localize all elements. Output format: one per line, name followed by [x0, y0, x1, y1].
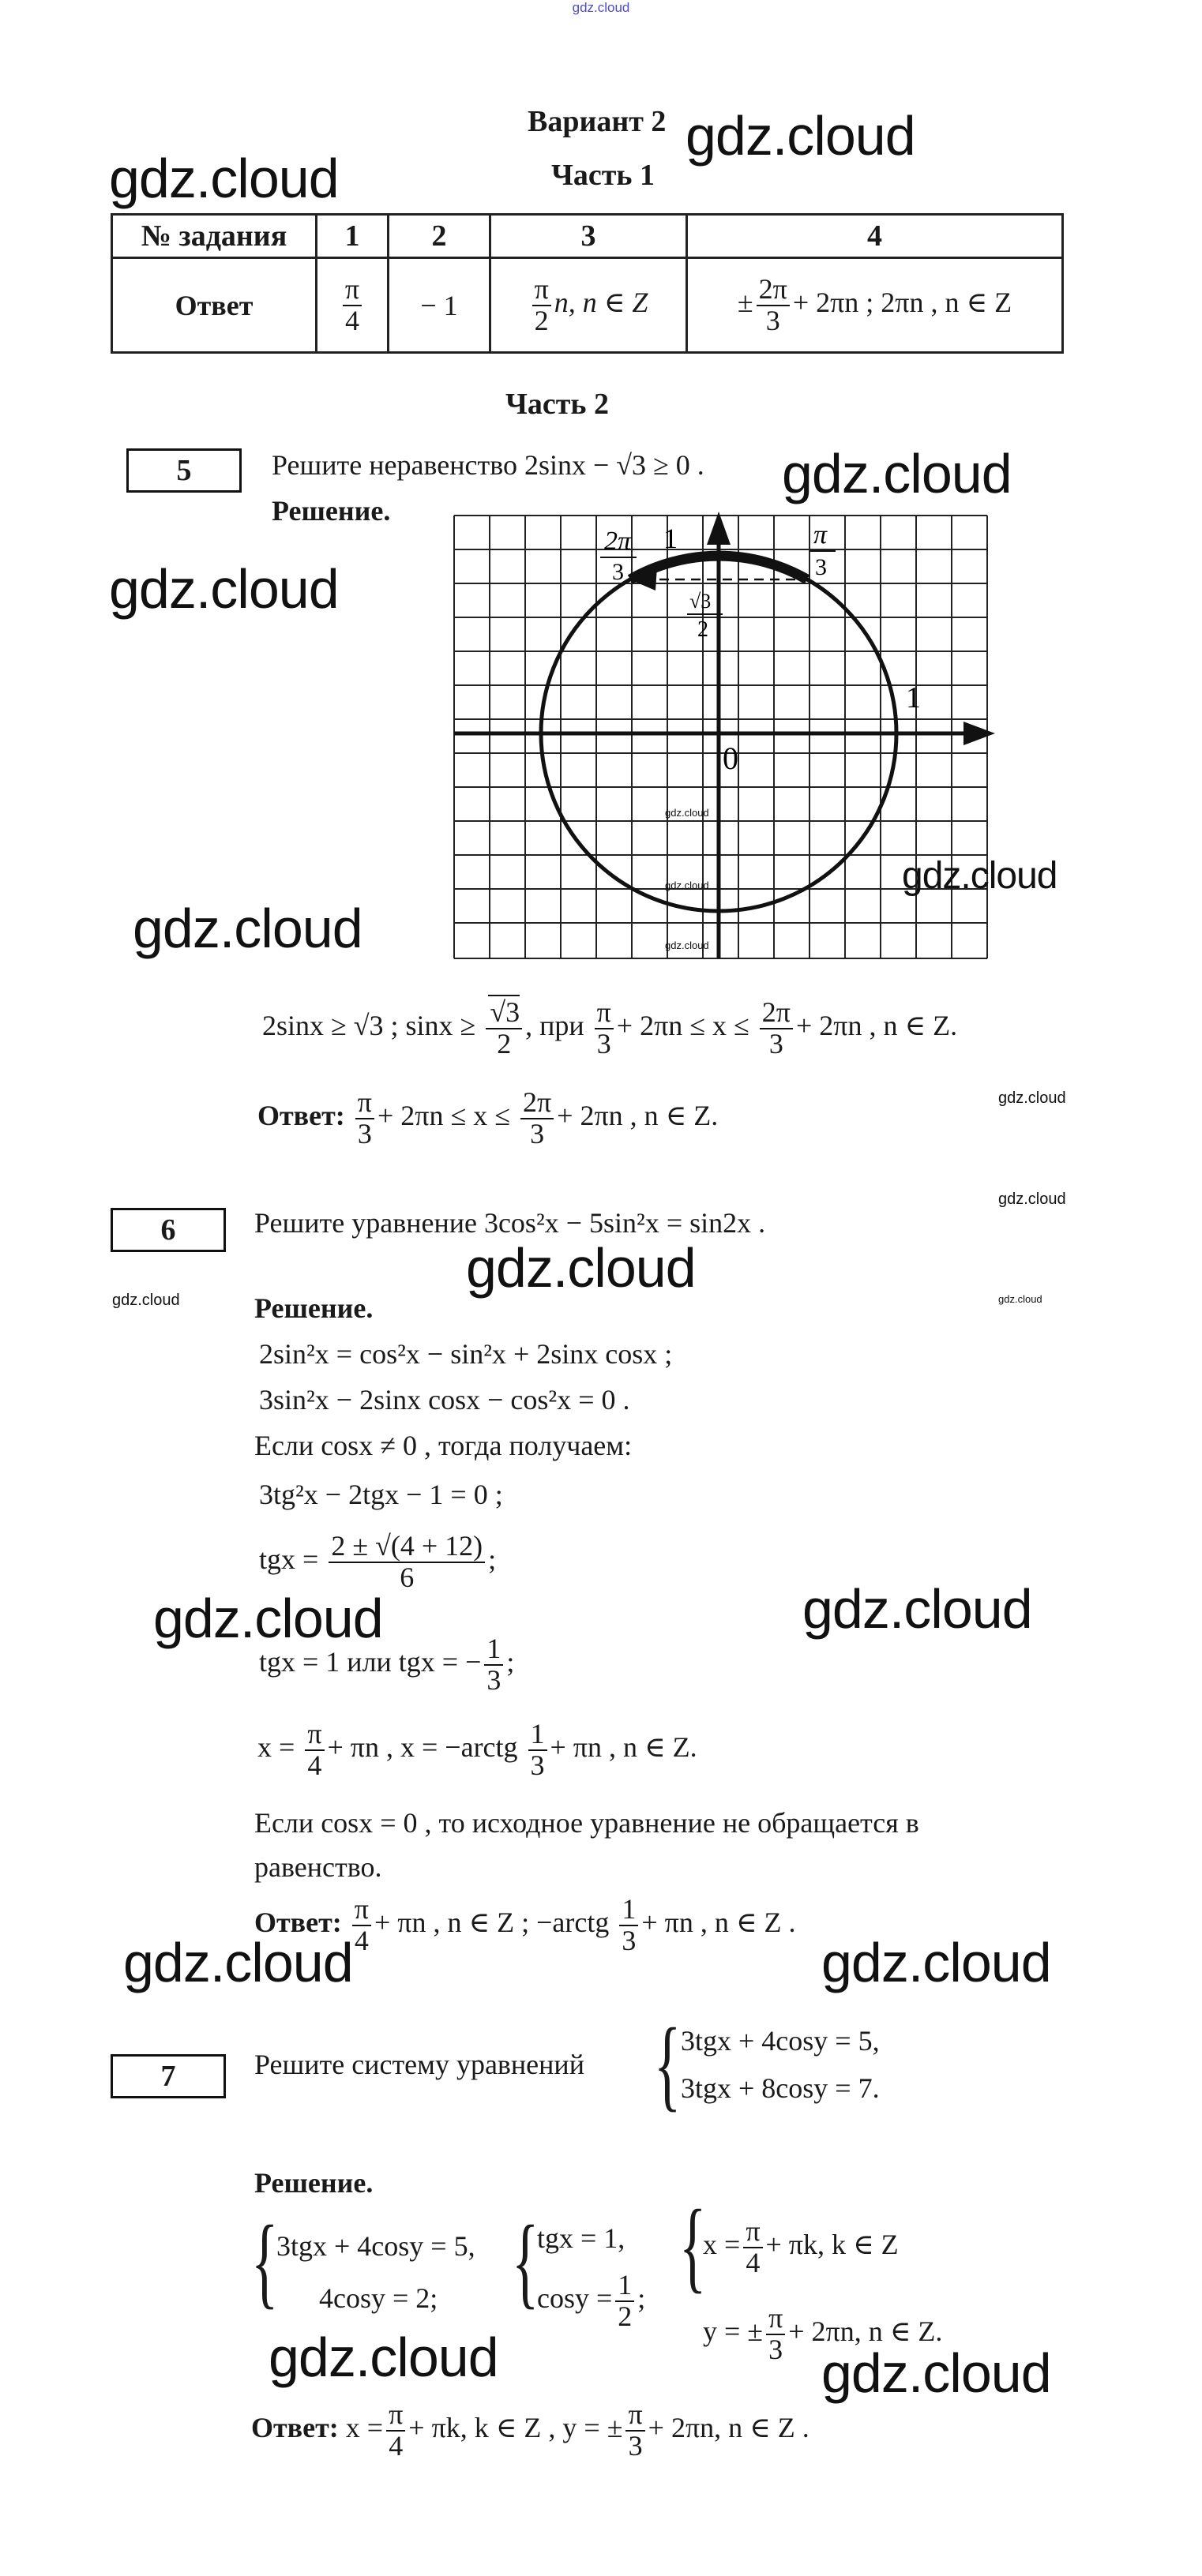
- task5-answer-label: Ответ:: [257, 1100, 345, 1132]
- task7-sys1: 3tgx + 4cosy = 5,: [681, 2025, 880, 2057]
- table-header-cell: 2: [389, 215, 490, 258]
- task6-statement: Решите уравнение 3cos²x − 5sin²x = sin2x .: [254, 1207, 766, 1239]
- task5-line1-a: 2sinx ≥ √3 ; sinx ≥: [262, 1010, 476, 1042]
- task5-line1-b: , при: [525, 1010, 584, 1042]
- watermark: gdz.cloud: [998, 1191, 1066, 1208]
- watermark: gdz.cloud: [109, 558, 339, 620]
- task7-s2b: cosy = $\frac{1}{2}$ ;: [537, 2269, 646, 2332]
- task7-solution-label: Решение.: [254, 2167, 374, 2199]
- task6-answer: Ответ: $\frac{\pi}{4}$ + πn , n ∈ Z ; −arctg $\frac{1}{3}$ + πn , n ∈ Z .: [254, 1893, 796, 1956]
- task5-answer-mid: + 2πn ≤ x ≤: [377, 1100, 510, 1132]
- task6-l7-post: + πn , n ∈ Z.: [550, 1731, 697, 1764]
- watermark: gdz.cloud: [902, 855, 1057, 897]
- task6-l8: Если cosx = 0 , то исходное уравнение не обращается в: [254, 1807, 919, 1839]
- table-header-cell: 3: [490, 215, 687, 258]
- answer-cell-3-tail: n, n ∈ Z: [554, 286, 648, 318]
- task7-statement: Решите систему уравнений: [254, 2049, 584, 2080]
- table-row: [112, 258, 1063, 353]
- label-x-one: 1: [906, 681, 921, 714]
- task7-system-brace: {: [654, 2008, 682, 2121]
- task6-l5-post: ;: [488, 1543, 497, 1576]
- task6-l9: равенство.: [254, 1851, 382, 1883]
- task6-l3: Если cosx ≠ 0 , тогда получаем:: [254, 1430, 633, 1461]
- task7-answer-b: + πk, k ∈ Z , y = ±: [408, 2412, 623, 2444]
- task7-answer-label: Ответ:: [251, 2412, 339, 2444]
- answer-cell-3: $\frac{\pi}{2}$ n, n ∈ Z: [490, 258, 687, 353]
- watermark: gdz.cloud: [153, 1588, 383, 1649]
- task5-number: 5: [126, 448, 242, 493]
- task6-l5-num: 2 ± √(4 + 12): [329, 1532, 485, 1563]
- watermark: gdz.cloud: [665, 879, 709, 891]
- watermark: gdz.cloud: [665, 807, 709, 819]
- watermark: gdz.cloud: [802, 1578, 1032, 1640]
- task6-l7-pre: x =: [257, 1731, 295, 1764]
- task7-brace-2: {: [512, 2205, 539, 2319]
- watermark: gdz.cloud: [665, 939, 709, 951]
- label-top-one: 1: [663, 523, 678, 554]
- task7-answer-a: x =: [345, 2412, 384, 2444]
- task6-l6-post: ;: [506, 1646, 515, 1678]
- task7-s3b: y = ± $\frac{\pi}{3}$ + 2πn, n ∈ Z.: [703, 2302, 943, 2365]
- task7-s3a-pre: x =: [703, 2229, 741, 2261]
- task6-l5: [259, 1532, 496, 1593]
- task7-s1b: 4cosy = 2;: [319, 2282, 438, 2314]
- table-header-cell: № задания: [112, 215, 317, 258]
- answer-cell-4-text: + 2πn ; 2πn , n ∈ Z: [792, 286, 1012, 318]
- task6-l5-pre: tgx =: [259, 1543, 319, 1576]
- task7-answer-c: + 2πn, n ∈ Z .: [648, 2412, 809, 2444]
- answers-table: [111, 213, 1064, 354]
- task7-s2b-text: cosy =: [537, 2282, 613, 2315]
- task7-s3a: x = $\frac{\pi}{4}$ + πk, k ∈ Z: [703, 2215, 899, 2278]
- task7-brace-3: {: [679, 2189, 707, 2303]
- task6-l7: x = $\frac{\pi}{4}$ + πn , x = −arctg $\frac{1}{3}$ + πn , n ∈ Z.: [257, 1718, 697, 1781]
- task6-answer-label: Ответ:: [254, 1907, 342, 1939]
- x-axis-arrow: [963, 722, 995, 745]
- task7-s3a-post: + πk, k ∈ Z: [765, 2229, 899, 2261]
- task7-number: 7: [111, 2054, 226, 2098]
- top-watermark: gdz.cloud: [572, 0, 630, 15]
- y-axis-arrow: [707, 512, 731, 545]
- task5-line1-d: + 2πn , n ∈ Z.: [795, 1010, 958, 1042]
- watermark: gdz.cloud: [821, 2342, 1051, 2404]
- task7-s2a: tgx = 1,: [537, 2222, 625, 2254]
- label-pi-over-3: π: [813, 520, 828, 549]
- watermark: gdz.cloud: [123, 1932, 353, 1993]
- task6-answer-end: + πn , n ∈ Z .: [641, 1907, 796, 1939]
- task5-answer: Ответ: $\frac{\pi}{3}$ + 2πn ≤ x ≤ $\frac{2\pi}{3}$ + 2πn , n ∈ Z.: [257, 1086, 719, 1149]
- table-header-cell: 1: [317, 215, 389, 258]
- task7-brace-1: {: [251, 2205, 279, 2319]
- task6-l1: 2sin²x = cos²x − sin²x + 2sinx cosx ;: [259, 1338, 673, 1370]
- task6-answer-mid: + πn , n ∈ Z ; −arctg: [374, 1907, 610, 1939]
- task5-line1: 2sinx ≥ √3 ; sinx ≥ $\frac{√3}{2}$ , при $\frac{\pi}{3}$ + 2πn ≤ x ≤ $\frac{2\pi}{3}$ + 2πn , n ∈ Z.: [262, 996, 958, 1059]
- label-2pi-over-3: 2π: [604, 527, 632, 556]
- watermark: gdz.cloud: [782, 443, 1012, 504]
- task6-l7-mid: + πn , x = −arctg: [327, 1731, 518, 1764]
- variant-title: Вариант 2: [528, 105, 667, 138]
- watermark: gdz.cloud: [466, 1237, 696, 1299]
- label-sqrt3-over-2: √3: [689, 590, 712, 613]
- task6-l2: 3sin²x − 2sinx cosx − cos²x = 0 .: [259, 1384, 630, 1415]
- svg-text:3: 3: [815, 554, 827, 580]
- svg-text:3: 3: [612, 559, 624, 585]
- unit-circle-graph: [450, 512, 1003, 969]
- task6-l6: tgx = 1 или tgx = − $\frac{1}{3}$ ;: [259, 1633, 515, 1696]
- task5-solution-label: Решение.: [272, 495, 391, 527]
- task6-solution-label: Решение.: [254, 1292, 374, 1324]
- task6-l5-den: 6: [400, 1561, 415, 1593]
- watermark: gdz.cloud: [821, 1932, 1051, 1993]
- task6-number: 6: [111, 1208, 226, 1252]
- part1-title: Часть 1: [551, 159, 655, 192]
- watermark: gdz.cloud: [133, 898, 362, 959]
- task7-s1a: 3tgx + 4cosy = 5,: [276, 2230, 475, 2262]
- watermark: gdz.cloud: [998, 1293, 1042, 1305]
- task7-s3b-pre: y = ±: [703, 2315, 764, 2348]
- table-row-label: Ответ: [112, 258, 317, 353]
- task6-l6-pre: tgx = 1 или tgx = −: [259, 1646, 482, 1678]
- watermark: gdz.cloud: [686, 105, 915, 167]
- watermark: gdz.cloud: [112, 1292, 180, 1309]
- task7-answer: Ответ: x = $\frac{\pi}{4}$ + πk, k ∈ Z , y = ± $\frac{\pi}{3}$ + 2πn, n ∈ Z .: [251, 2398, 809, 2462]
- task6-l4: 3tg²x − 2tgx − 1 = 0 ;: [259, 1479, 503, 1510]
- watermark: gdz.cloud: [998, 1089, 1066, 1107]
- task5-answer-end: + 2πn , n ∈ Z.: [557, 1100, 719, 1132]
- table-header-cell: 4: [687, 215, 1063, 258]
- task5-statement: Решите неравенство 2sinx − √3 ≥ 0 .: [272, 449, 704, 481]
- svg-text:2: 2: [697, 617, 708, 642]
- answer-cell-1: $\frac{\pi}{4}$: [317, 258, 389, 353]
- task7-sys2: 3tgx + 8cosy = 7.: [681, 2072, 880, 2104]
- table-header-row: [112, 215, 1063, 258]
- answer-cell-2: − 1: [389, 258, 490, 353]
- answer-cell-4: ± $\frac{2\pi}{3}$ + 2πn ; 2πn , n ∈ Z: [687, 258, 1063, 353]
- part2-title: Часть 2: [505, 388, 610, 421]
- task5-line1-c: + 2πn ≤ x ≤: [616, 1010, 749, 1042]
- label-origin: 0: [723, 741, 738, 776]
- watermark: gdz.cloud: [269, 2327, 498, 2388]
- task7-s3b-post: + 2πn, n ∈ Z.: [788, 2315, 943, 2348]
- watermark: gdz.cloud: [109, 148, 339, 209]
